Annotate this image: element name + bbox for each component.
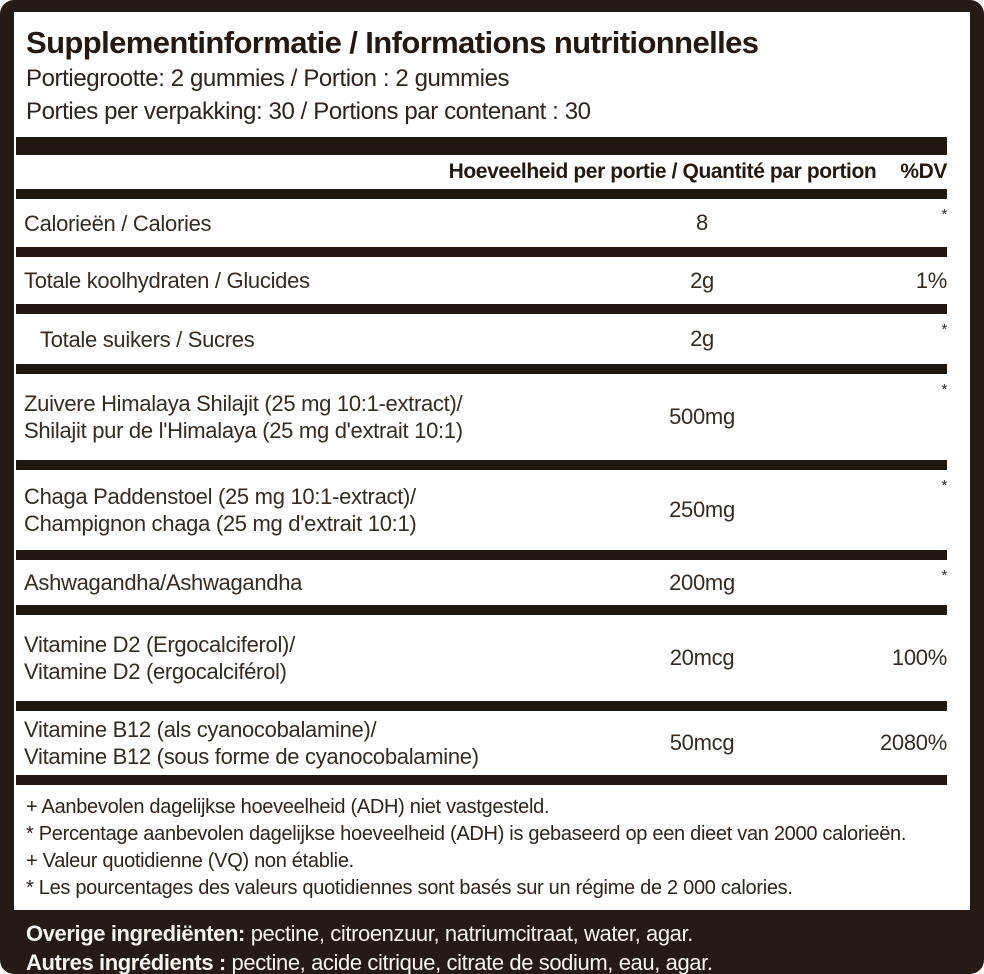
nutrient-amount: 250mg xyxy=(669,497,735,522)
other-ingredients-nl-label: Overige ingrediënten: xyxy=(26,921,245,946)
nutrient-name: Chaga Paddenstoel (25 mg 10:1-extract)/ Champignon chaga (25 mg d'extrait 10:1) xyxy=(24,484,417,536)
nutrient-dv: * xyxy=(941,321,947,338)
nutrient-dv: 100% xyxy=(891,645,947,670)
nutrient-row-calories xyxy=(16,199,947,247)
divider xyxy=(16,605,947,615)
servings-per-container-line: Porties per verpakking: 30 / Portions par contenant : 30 xyxy=(26,98,591,125)
nutrient-dv: 2080% xyxy=(879,730,947,755)
nutrient-name: Zuivere Himalaya Shilajit (25 mg 10:1-extract)/ Shilajit pur de l'Himalaya (25 mg d'extrait 10:1) xyxy=(24,391,463,443)
nutrient-row-chaga xyxy=(16,470,947,550)
nutrient-row-carbohydrates xyxy=(16,257,947,304)
amount-column-header: Hoeveelheid per portie / Quantité par portion xyxy=(448,160,877,183)
nutrient-name: Totale suikers / Sucres xyxy=(40,326,255,352)
nutrient-dv: * xyxy=(941,381,947,398)
footnotes xyxy=(16,785,947,904)
nutrient-amount: 50mcg xyxy=(669,730,735,755)
divider xyxy=(16,775,947,785)
nutrient-row-ashwagandha xyxy=(16,560,947,605)
footnote-line: + Aanbevolen dagelijkse hoeveelheid (ADH) niet vastgesteld. xyxy=(26,796,550,818)
nutrient-amount: 2g xyxy=(690,326,714,351)
nutrient-row-vitamin-d2 xyxy=(16,615,947,701)
nutrient-dv: 1% xyxy=(915,267,947,293)
other-ingredients-nl-text: pectine, citroenzuur, natriumcitraat, water, agar. xyxy=(244,921,693,946)
other-ingredients-fr xyxy=(26,948,970,974)
nutrient-row-sugars xyxy=(16,314,947,364)
nutrient-name: Ashwagandha/Ashwagandha xyxy=(24,570,303,595)
nutrient-amount: 500mg xyxy=(669,404,735,429)
column-header-row xyxy=(16,155,947,189)
divider xyxy=(16,189,947,199)
nutrient-amount: 20mcg xyxy=(669,645,735,670)
other-ingredients-fr-text: pectine, acide citrique, citrate de sodium, eau, agar. xyxy=(225,950,713,974)
nutrient-name: Vitamine B12 (als cyanocobalamine)/ Vitamine B12 (sous forme de cyanocobalamine) xyxy=(24,717,479,769)
other-ingredients-fr-label: Autres ingrédients : xyxy=(26,950,226,974)
nutrient-dv: * xyxy=(941,567,947,584)
nutrient-amount: 2g xyxy=(690,267,714,293)
dv-column-header: %DV xyxy=(900,160,947,183)
divider-thick xyxy=(16,137,947,155)
serving-size-line: Portiegrootte: 2 gummies / Portion : 2 gummies xyxy=(26,65,510,92)
divider xyxy=(16,460,947,470)
nutrient-amount: 200mg xyxy=(669,569,735,595)
nutrient-row-vitamin-b12 xyxy=(16,711,947,775)
footnote-line: + Valeur quotidienne (VQ) non établie. xyxy=(26,850,354,872)
nutrient-name: Totale koolhydraten / Glucides xyxy=(24,268,310,293)
divider xyxy=(16,247,947,257)
divider xyxy=(16,550,947,560)
divider xyxy=(16,701,947,711)
footnote-line: * Les pourcentages des valeurs quotidiennes sont basés sur un régime de 2 000 calories. xyxy=(26,877,793,899)
nutrient-dv: * xyxy=(941,206,947,223)
other-ingredients-nl xyxy=(26,919,970,948)
facts-panel xyxy=(14,12,970,910)
nutrient-name: Calorieën / Calories xyxy=(24,210,212,236)
footnote-line: * Percentage aanbevolen dagelijkse hoeveelheid (ADH) is gebaseerd op een dieet van 2000 calorieën. xyxy=(26,823,907,845)
nutrient-amount: 8 xyxy=(696,210,708,235)
divider xyxy=(16,304,947,314)
nutrient-dv: * xyxy=(941,477,947,494)
panel-title: Supplementinformatie / Informations nutritionnelles xyxy=(26,25,759,60)
nutrient-name: Vitamine D2 (Ergocalciferol)/ Vitamine D2 (ergocalciférol) xyxy=(24,632,295,684)
nutrient-row-shilajit xyxy=(16,374,947,460)
other-ingredients-section xyxy=(14,910,970,974)
divider xyxy=(16,364,947,374)
